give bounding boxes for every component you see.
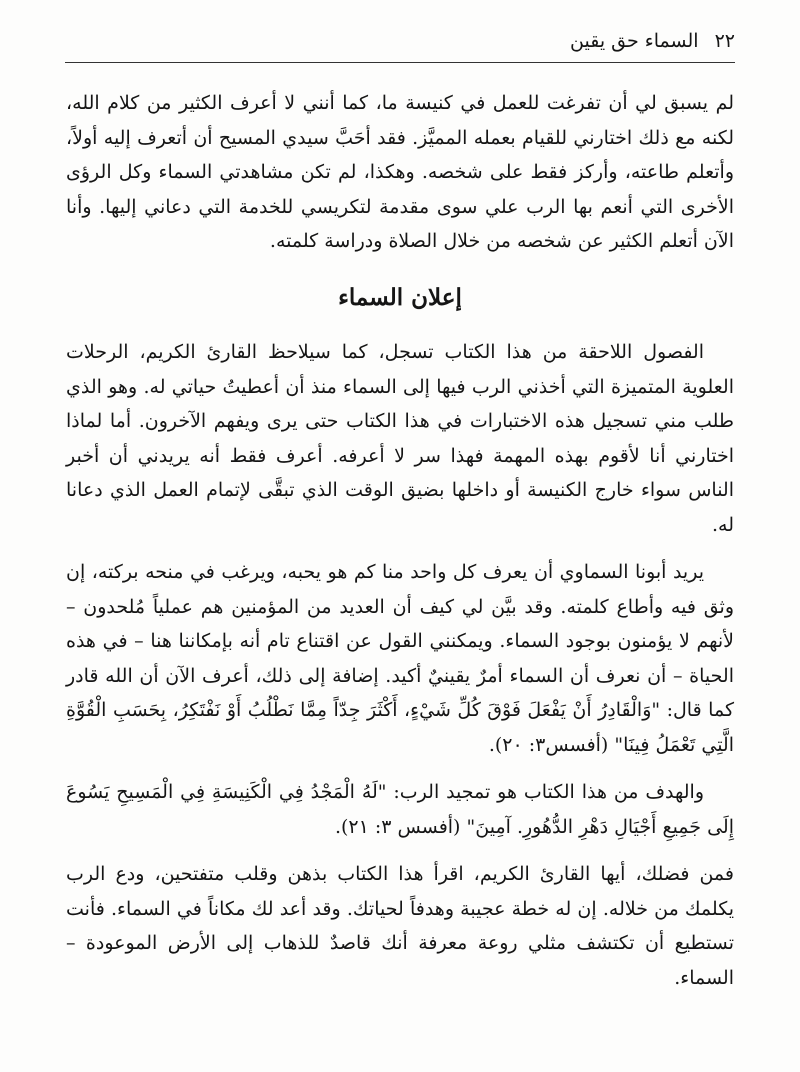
- running-head: [570, 30, 735, 52]
- paragraph-gap: [66, 844, 734, 857]
- paragraph-2: الفصول اللاحقة من هذا الكتاب تسجل، كما سيلاحظ القارئ الكريم، الرحلات العلوية المتميزة التي أخذني الرب فيها إلى السماء منذ أن أعطيتُ حياتي له. وهو الذي طلب مني تسجيل هذه الاختبارات في هذا الكتاب حتى يرى ويفهم الآخرون. أما لماذا اختارني أنا لأقوم بهذه المهمة فهذا سر لا أعرفه. أعرف فقط أنه يريدني أن أخبر الناس سواء خارج الكنيسة أو داخلها بضيق الوقت الذي تبقَّى لإتمام العمل الذي دعانا له.: [66, 341, 734, 536]
- paragraph-4: والهدف من هذا الكتاب هو تمجيد الرب: "لَهُ الْمَجْدُ فِي الْكَنِيسَةِ فِي الْمَسِيحِ يَسُوعَ إِلَى جَمِيعِ أَجْيَالِ دَهْرِ الدُّهُورِ. آمِينَ" (أفسس ٣: ٢١).: [66, 781, 734, 838]
- paragraph-1: لم يسبق لي أن تفرغت للعمل في كنيسة ما، كما أنني لا أعرف الكثير من كلام الله، لكنه مع ذلك اختارني للقيام بعمله المميَّز. فقد أحَبَّ سيدي المسيح أن أتعرف إليه أولاً، وأتعلم طاعته، وأركز فقط على شخصه. وهكذا، لم تكن مشاهدتي السماء وكل الرؤى الأخرى التي أنعم بها الرب علي سوى مقدمة لتكريسي للخدمة التي دعاني إليها. وأنا الآن أتعلم الكثير عن شخصه من خلال الصلاة ودراسة كلمته.: [66, 92, 734, 252]
- header-rule: [65, 62, 735, 63]
- page-body: [66, 86, 734, 995]
- section-heading: إعلان السماء: [338, 283, 462, 311]
- paragraph-3: يريد أبونا السماوي أن يعرف كل واحد منا كم هو يحبه، ويرغب في منحه بركته، إن وثق فيه وأطاع كلمته. وقد بيَّن لي كيف أن العديد من المؤمنين هم عملياً مُلحدون – لأنهم لا يؤمنون بوجود السماء. ويمكنني القول عن اقتناع تام أنه بإمكاننا هنا – في هذه الحياة – أن نعرف أن السماء أمرٌ يقينيٌ أكيد. إضافة إلى ذلك، أعرف الآن أن الله قادر كما قال: "وَالْقَادِرُ أَنْ يَفْعَلَ فَوْقَ كُلِّ شَيْءٍ، أَكْثَرَ جِدّاً مِمَّا نَطْلُبُ أَوْ نَفْتَكِرُ، بِحَسَبِ الْقُوَّةِ الَّتِي تَعْمَلُ فِينَا" (أفسس٣: ٢٠).: [66, 561, 734, 756]
- running-title: السماء حق يقين: [570, 30, 699, 52]
- paragraph-5: فمن فضلك، أيها القارئ الكريم، اقرأ هذا الكتاب بذهن وقلب متفتحين، ودع الرب يكلمك من خلاله. إن له خطة عجيبة وهدفاً لحياتك. وقد أعد لك مكاناً في السماء. فأنت تستطيع أن تكتشف مثلي روعة معرفة أنك قاصدٌ للذهاب إلى الأرض الموعودة – السماء.: [66, 863, 734, 989]
- page-number: ٢٢: [714, 30, 735, 52]
- paragraph-gap: [66, 542, 734, 555]
- paragraph-gap: [66, 762, 734, 775]
